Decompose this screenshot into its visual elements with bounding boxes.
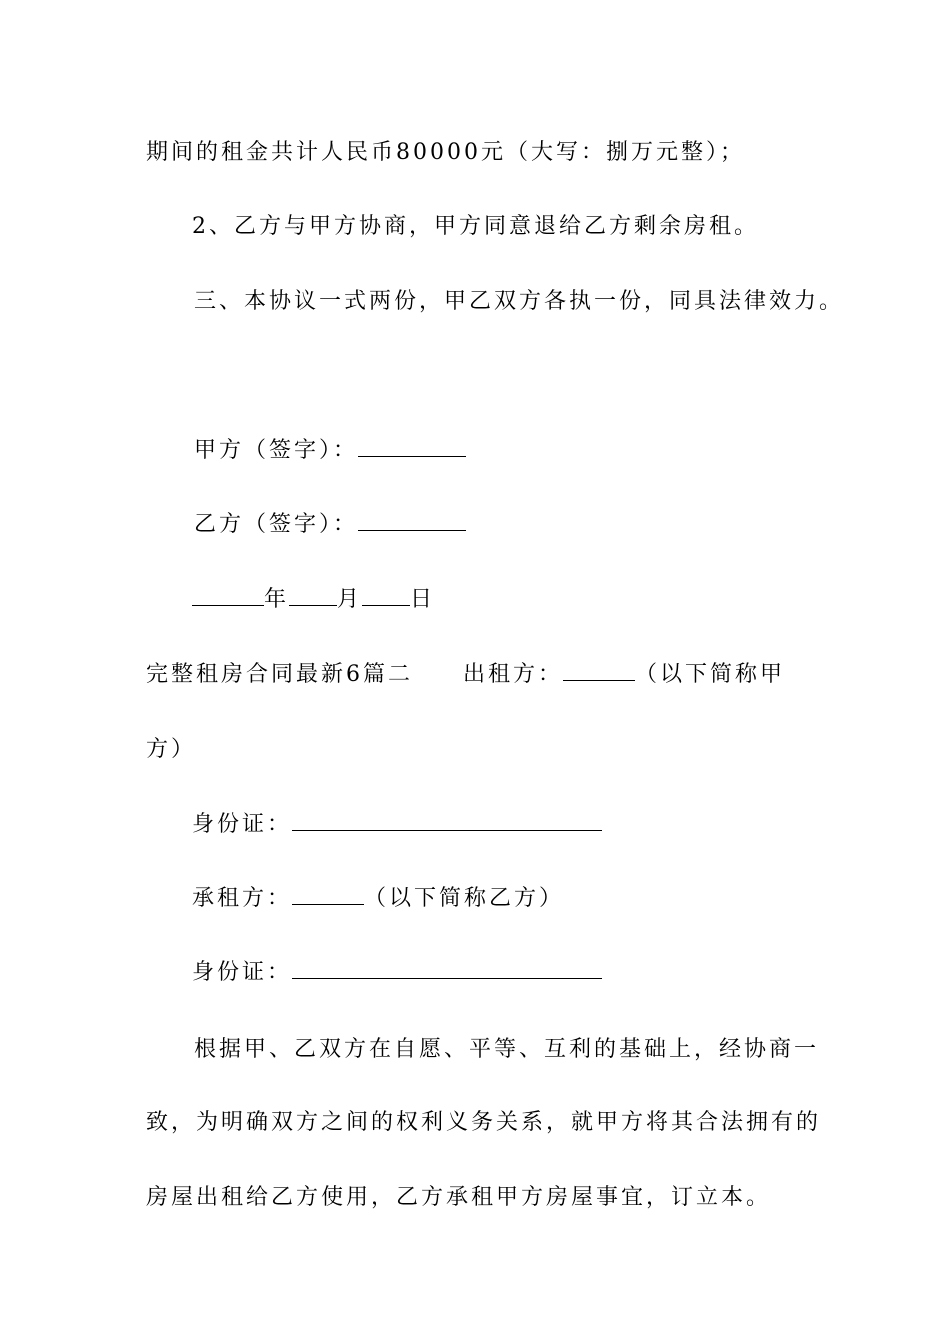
lessee-name-blank[interactable] [292,884,364,905]
lessor-id-blank[interactable] [292,810,602,831]
day-blank[interactable] [362,585,410,606]
month-blank[interactable] [289,585,337,606]
lessor-suffix: （以下简称甲 [635,662,786,687]
paragraph-line-2 [146,1108,821,1138]
lessor-name-blank[interactable] [563,660,635,681]
date-line [192,585,435,615]
party-b-signature-blank[interactable] [358,510,466,531]
paragraph-line-1 [194,1035,819,1065]
lessor-suffix-cont-line [146,735,196,765]
lessee-label: 承租方： [192,886,293,911]
party-a-signature-label: 甲方（签字）： [194,438,359,463]
party-b-signature-label: 乙方（签字）： [194,512,359,537]
lessee-line [192,884,564,914]
section-title: 完整租房合同最新6篇二 [146,662,413,687]
party-b-signature-line [194,510,466,540]
day-label: 日 [410,587,436,612]
lessee-id-blank[interactable] [292,958,602,979]
year-blank[interactable] [192,585,264,606]
lessor-id-line [192,810,602,840]
lessee-id-label: 身份证： [192,960,293,985]
paragraph-text-1: 根据甲、乙双方在自愿、平等、互利的基础上，经协商一 [194,1037,820,1062]
month-label: 月 [337,587,363,612]
lessee-id-line [192,958,602,988]
paragraph-text-2: 致，为明确双方之间的权利义务关系，就甲方将其合法拥有的 [146,1110,822,1135]
party-a-signature-line [194,436,466,466]
clause-three-line [194,287,844,317]
rent-total-text: 期间的租金共计人民币80000元（大写：捌万元整）； [146,140,745,165]
clause-three-text: 三、本协议一式两份，甲乙双方各执一份，同具法律效力。 [194,289,845,314]
section-title-line [146,660,785,690]
lessor-suffix-cont: 方） [146,737,197,762]
lessor-id-label: 身份证： [192,812,293,837]
party-a-signature-blank[interactable] [358,436,466,457]
paragraph-line-3 [146,1183,771,1213]
refund-line [192,212,759,242]
rent-total-line [146,138,745,168]
lessee-suffix: （以下简称乙方） [364,886,565,911]
lessor-label: 出租方： [463,662,564,687]
refund-text: 2、乙方与甲方协商，甲方同意退给乙方剩余房租。 [192,214,759,239]
paragraph-text-3: 房屋出租给乙方使用，乙方承租甲方房屋事宜，订立本。 [146,1185,772,1210]
year-label: 年 [264,587,290,612]
